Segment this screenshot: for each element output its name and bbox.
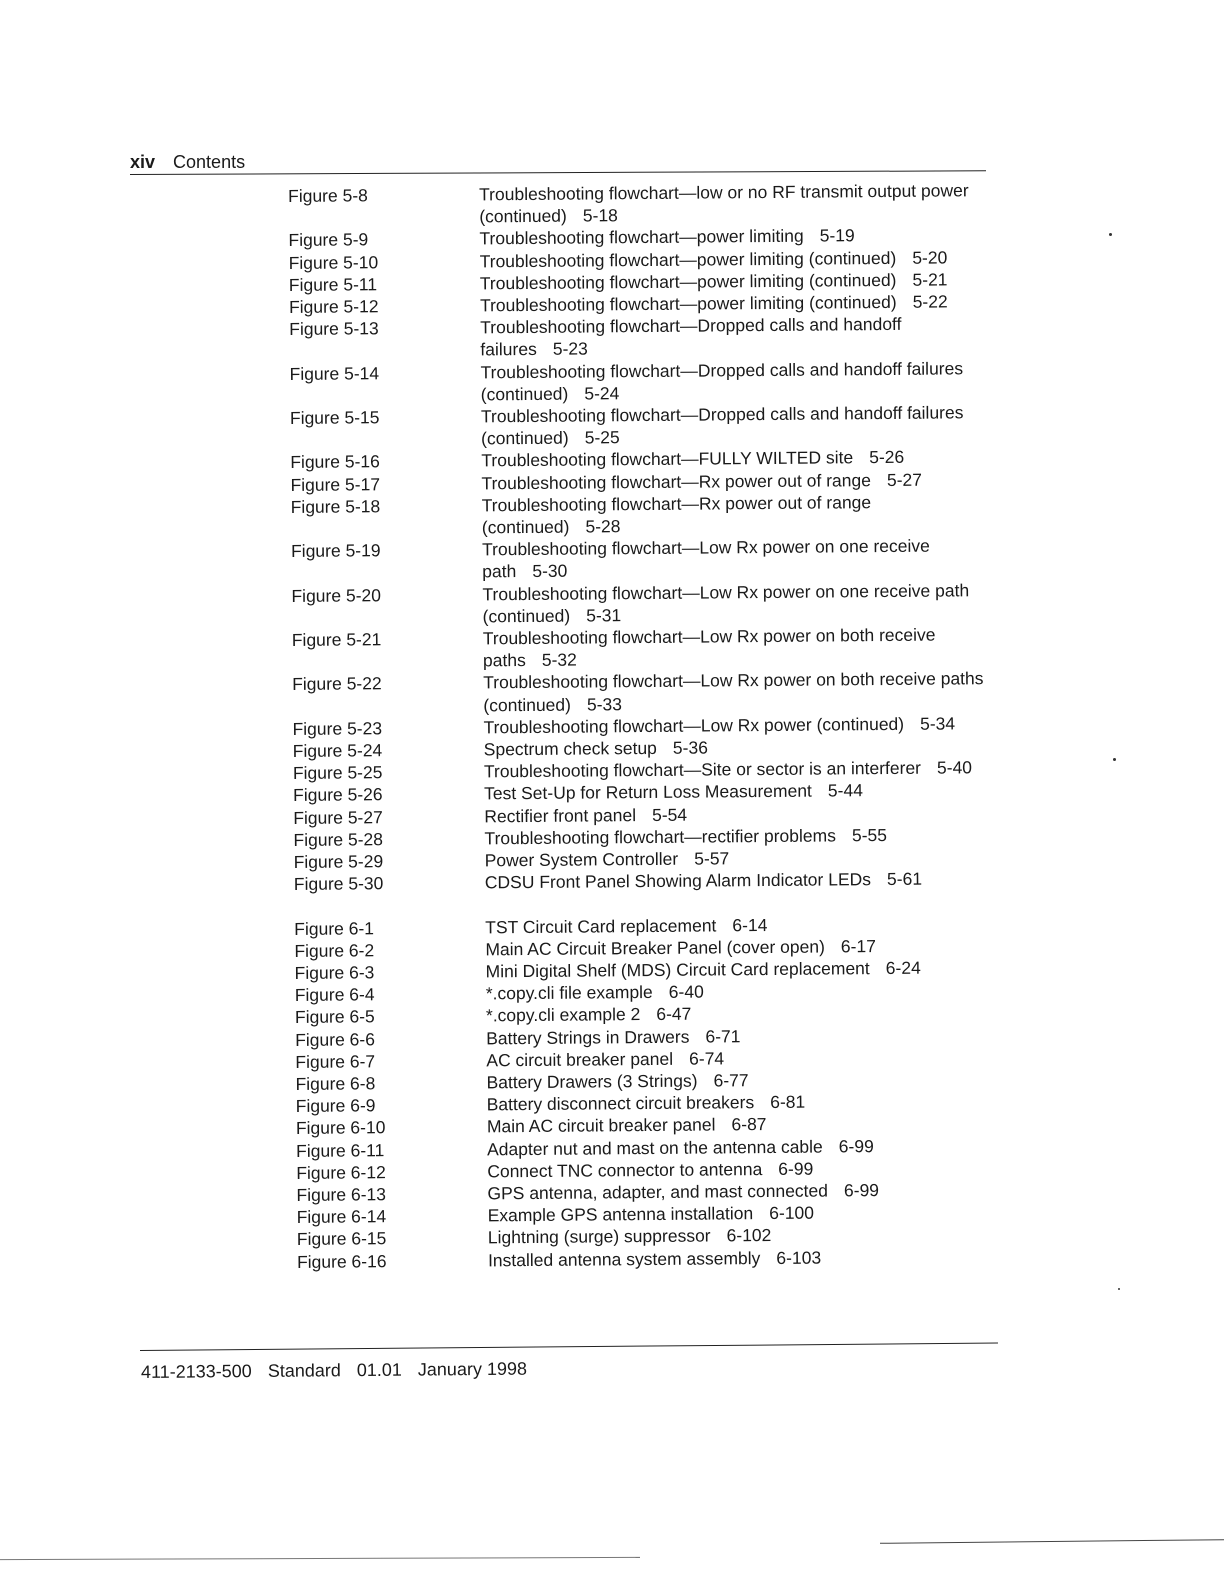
figure-title: Main AC circuit breaker panel — [486, 1114, 716, 1137]
figure-page-ref: 5-30 — [532, 561, 568, 582]
figure-title: Troubleshooting flowchart—Site or sector is an interferer — [483, 757, 922, 782]
figure-page-ref: 6-77 — [713, 1070, 749, 1091]
figure-title: Power System Controller — [484, 848, 679, 871]
figure-entry — [291, 534, 1011, 584]
figure-label: Figure 5-23 — [292, 718, 383, 739]
figure-title: Troubleshooting flowchart—low or no RF transmit output power (continued) — [479, 180, 969, 227]
figure-page-ref: 5-21 — [912, 269, 948, 290]
document-date: January 1998 — [417, 1358, 528, 1380]
figure-label: Figure 6-13 — [296, 1184, 387, 1205]
running-head — [130, 151, 245, 173]
figure-title: Troubleshooting flowchart—FULLY WILTED site — [481, 447, 854, 471]
figure-label: Figure 5-14 — [289, 362, 380, 384]
figure-label: Figure 6-14 — [296, 1206, 387, 1228]
figure-label: Figure 5-21 — [291, 629, 382, 651]
figure-title: Troubleshooting flowchart—Low Rx power on one receive path — [481, 535, 930, 582]
figure-title: Troubleshooting flowchart—Rx power out of range (continued) — [481, 491, 872, 538]
figure-page-ref: 5-27 — [886, 469, 923, 490]
figure-title: Battery Drawers (3 Strings) — [486, 1070, 698, 1093]
figure-text — [483, 623, 1012, 672]
figure-text — [482, 490, 1011, 539]
figure-title: Main AC Circuit Breaker Panel (cover open) — [485, 936, 825, 960]
figure-label: Figure 6-7 — [295, 1051, 376, 1072]
figure-page-ref: 5-44 — [827, 780, 863, 801]
figure-title: Troubleshooting flowchart—Rx power out of range — [481, 469, 871, 494]
figure-label: Figure 6-11 — [296, 1139, 385, 1161]
figure-title: Example GPS antenna installation — [487, 1203, 754, 1226]
header-rule — [130, 170, 986, 175]
figure-label: Figure 5-25 — [292, 762, 383, 784]
figure-title: Troubleshooting flowchart—Low Rx power on both receive paths — [482, 624, 936, 671]
figure-label: Figure 6-10 — [295, 1117, 386, 1139]
figure-label: Figure 5-16 — [290, 451, 380, 473]
figure-label: Figure 6-9 — [295, 1095, 376, 1117]
figure-page-ref: 5-32 — [541, 649, 577, 671]
figure-title: Rectifier front panel — [484, 804, 637, 827]
figure-title: CDSU Front Panel Showing Alarm Indicator LEDs — [484, 869, 872, 893]
figure-label: Figure 5-11 — [288, 274, 378, 295]
figure-title: Troubleshooting flowchart—power limiting (continued) — [479, 247, 897, 272]
figure-label: Figure 5-30 — [293, 873, 384, 895]
figure-label: Figure 5-28 — [293, 829, 384, 850]
figure-label: Figure 5-18 — [290, 496, 381, 517]
figure-text — [485, 867, 1014, 894]
figure-title: Troubleshooting flowchart—Low Rx power on both receive paths (continued) — [483, 668, 984, 716]
figure-label: Figure 5-29 — [293, 851, 384, 873]
figure-label: Figure 5-17 — [290, 473, 381, 495]
figure-page-ref: 5-55 — [851, 824, 888, 846]
footer-rule — [140, 1343, 998, 1351]
figure-page-ref: 5-20 — [912, 247, 948, 268]
figure-page-ref: 5-31 — [586, 605, 622, 626]
figure-entry — [290, 401, 1010, 451]
figure-page-ref: 6-40 — [668, 981, 704, 1002]
figure-label: Figure 6-5 — [294, 1006, 375, 1028]
figure-page-ref: 6-100 — [769, 1202, 815, 1224]
figure-title: *.copy.cli file example — [485, 982, 653, 1004]
figure-label: Figure 5-26 — [293, 784, 383, 806]
figure-page-ref: 5-25 — [584, 427, 620, 448]
figure-label: Figure 5-8 — [288, 185, 368, 206]
page-number: xiv — [130, 152, 156, 172]
figure-title: Troubleshooting flowchart—power limiting — [479, 226, 804, 249]
figure-page-ref: 5-34 — [919, 713, 956, 734]
figure-page-ref: 5-61 — [886, 869, 923, 890]
figure-page-ref: 6-17 — [840, 935, 876, 957]
figure-page-ref: 6-47 — [656, 1003, 692, 1025]
figure-page-ref: 5-24 — [584, 383, 620, 404]
figure-page-ref: 5-36 — [672, 737, 708, 758]
figure-entry — [294, 867, 1014, 895]
figure-page-ref: 5-54 — [651, 804, 688, 825]
figure-title: Troubleshooting flowchart—Dropped calls and handoff failures (continued) — [480, 357, 964, 405]
figure-page-ref: 5-28 — [585, 516, 621, 537]
figure-page-ref: 6-14 — [732, 914, 768, 935]
figure-title: Troubleshooting flowchart—Dropped calls and handoff failures — [480, 314, 902, 360]
figure-page-ref: 6-74 — [688, 1048, 725, 1069]
figure-label: Figure 5-19 — [290, 540, 381, 562]
figure-title: Troubleshooting flowchart—Low Rx power (continued) — [483, 713, 905, 738]
document-number: 411-2133-500 — [140, 1361, 252, 1382]
figure-title: *.copy.cli example 2 — [485, 1004, 641, 1026]
figure-text — [480, 357, 1009, 406]
figure-label: Figure 5-13 — [289, 318, 379, 340]
figure-title: Lightning (surge) suppressor — [487, 1225, 711, 1248]
figure-entry — [288, 179, 1008, 229]
figure-text — [482, 579, 1011, 628]
figure-title: Spectrum check setup — [483, 738, 657, 760]
figure-page-ref: 6-81 — [770, 1091, 806, 1113]
document-status: Standard — [267, 1360, 341, 1381]
figure-title: GPS antenna, adapter, and mast connected — [487, 1180, 829, 1204]
figure-title: AC circuit breaker panel — [486, 1048, 674, 1071]
figure-title: Installed antenna system assembly — [487, 1247, 761, 1270]
figure-title: Troubleshooting flowchart—Low Rx power on one receive path (continued) — [482, 579, 970, 627]
scan-speck — [1113, 758, 1116, 761]
figure-label: Figure 5-20 — [291, 584, 382, 606]
figure-page-ref: 6-99 — [843, 1180, 880, 1201]
figure-label: Figure 5-10 — [288, 251, 379, 273]
figure-text — [488, 1244, 1017, 1271]
figure-title: Battery disconnect circuit breakers — [486, 1092, 755, 1115]
figure-page-ref: 6-99 — [778, 1158, 814, 1179]
figure-label: Figure 6-8 — [295, 1073, 376, 1094]
figure-entry — [297, 1244, 1017, 1272]
figure-label: Figure 5-24 — [292, 740, 383, 762]
figure-entry — [292, 623, 1012, 673]
figure-page-ref: 6-87 — [731, 1114, 767, 1135]
page-footer — [141, 1358, 527, 1383]
figure-title: TST Circuit Card replacement — [485, 914, 717, 937]
figure-label: Figure 5-22 — [292, 673, 382, 695]
figure-label: Figure 6-2 — [294, 940, 375, 961]
figure-label: Figure 6-4 — [294, 984, 375, 1006]
list-of-figures — [288, 179, 1017, 1273]
figure-text — [480, 312, 1009, 361]
figure-label: Figure 5-15 — [289, 407, 380, 429]
figure-entry — [291, 579, 1011, 629]
figure-page-ref: 6-102 — [726, 1225, 772, 1246]
figure-entry — [289, 312, 1009, 362]
figure-label: Figure 5-12 — [288, 296, 379, 318]
figure-label: Figure 6-12 — [296, 1161, 386, 1183]
figure-page-ref: 5-57 — [694, 848, 730, 869]
figure-label: Figure 5-9 — [288, 229, 369, 251]
figure-title: Test Set-Up for Return Loss Measurement — [484, 781, 812, 804]
figure-title: Mini Digital Shelf (MDS) Circuit Card replacement — [485, 958, 870, 982]
scan-speck — [1118, 1288, 1120, 1290]
figure-title: Connect TNC connector to antenna — [487, 1158, 763, 1182]
figure-label: Figure 6-1 — [294, 917, 375, 939]
figure-label: Figure 6-16 — [296, 1250, 387, 1272]
figure-title: Troubleshooting flowchart—power limiting (continued) — [479, 269, 897, 294]
figure-title: Troubleshooting flowchart—power limiting (continued) — [479, 291, 897, 316]
figure-title: Troubleshooting flowchart—Dropped calls and handoff failures (continued) — [480, 402, 964, 449]
figure-page-ref: 5-19 — [819, 225, 855, 246]
figure-page-ref: 5-23 — [552, 338, 588, 360]
figure-title: Troubleshooting flowchart—rectifier problems — [484, 825, 837, 849]
figure-group — [288, 179, 1014, 896]
figure-title: Battery Strings in Drawers — [486, 1026, 690, 1048]
scan-edge-line — [0, 1557, 640, 1560]
figure-label: Figure 6-15 — [296, 1228, 387, 1250]
section-title: Contents — [173, 152, 246, 172]
figure-page-ref: 6-99 — [838, 1135, 874, 1156]
figure-text — [483, 667, 1012, 716]
figure-page-ref: 5-40 — [936, 757, 973, 778]
figure-text — [479, 179, 1008, 228]
figure-label: Figure 6-6 — [295, 1028, 376, 1050]
figure-title: Adapter nut and mast on the antenna cable — [486, 1136, 823, 1159]
document-issue: 01.01 — [356, 1359, 402, 1381]
figure-entry — [289, 357, 1009, 407]
figure-entry — [291, 490, 1011, 540]
figure-text — [482, 534, 1011, 583]
figure-text — [481, 401, 1010, 450]
figure-page-ref: 6-103 — [776, 1247, 822, 1268]
scan-edge-line — [880, 1539, 1224, 1544]
figure-page-ref: 6-71 — [705, 1025, 741, 1047]
figure-label: Figure 6-3 — [294, 962, 375, 983]
figure-label: Figure 5-27 — [293, 806, 383, 828]
figure-page-ref: 5-26 — [869, 447, 905, 468]
figure-page-ref: 5-33 — [586, 693, 623, 715]
figure-page-ref: 5-22 — [912, 291, 948, 312]
figure-page-ref: 6-24 — [885, 957, 921, 978]
scan-speck — [1109, 233, 1112, 236]
figure-group — [294, 911, 1017, 1272]
figure-entry — [292, 667, 1012, 717]
figure-page-ref: 5-18 — [582, 205, 618, 226]
